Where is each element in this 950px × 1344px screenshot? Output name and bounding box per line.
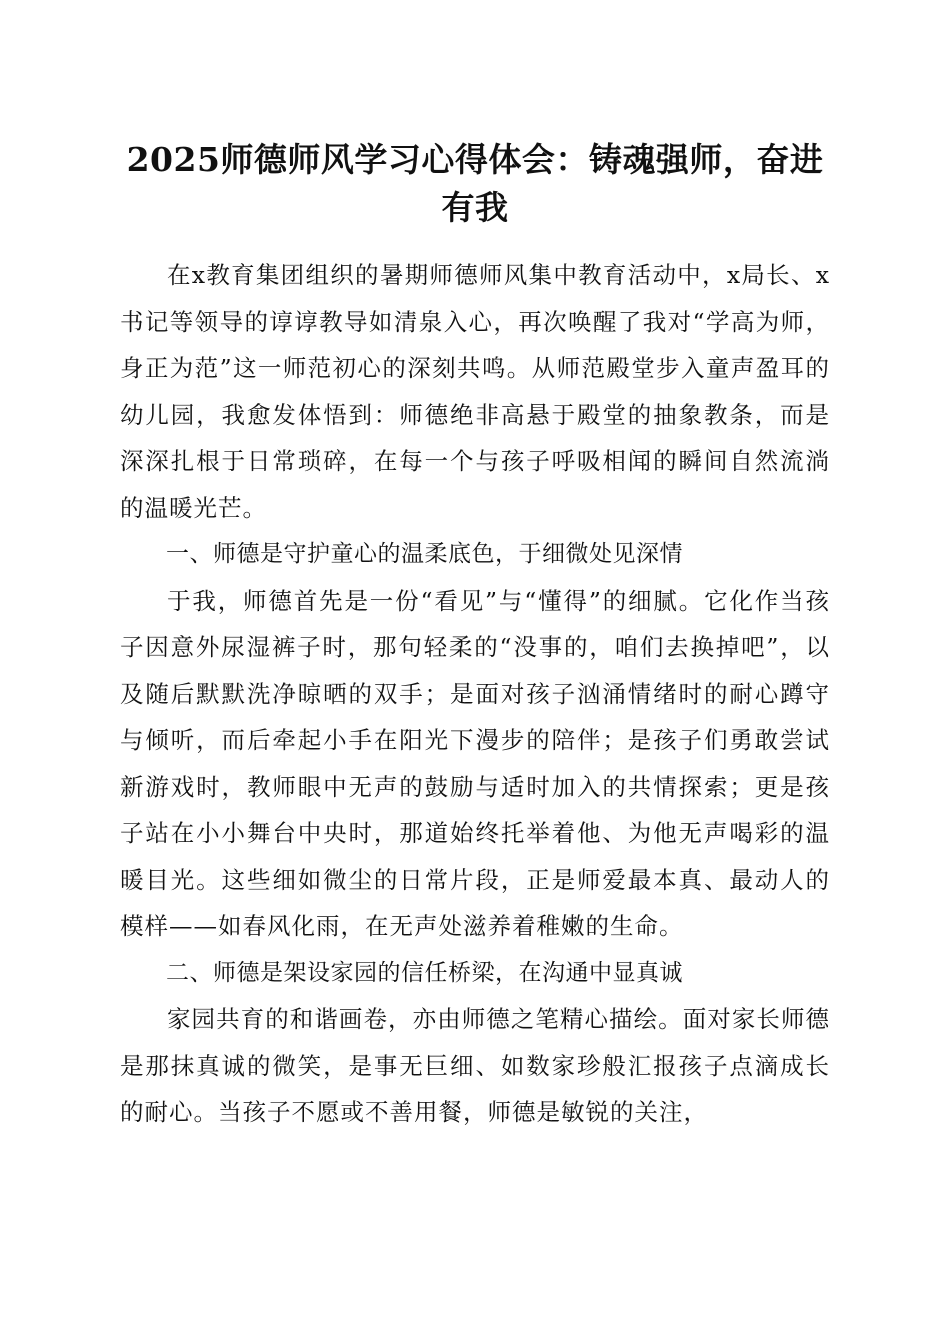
section-heading-2: 二、师德是架设家园的信任桥梁，在沟通中显真诚 [166, 959, 683, 986]
document-body [120, 252, 830, 1136]
document-title: 2025师德师风学习心得体会：铸魂强师，奋进有我 [126, 140, 824, 227]
intro-paragraph: 在x教育集团组织的暑期师德师风集中教育活动中，x局长、x书记等领导的谆谆教导如清泉入心，再次唤醒了我对“学高为师，身正为范”这一师范初心的深刻共鸣。从师范殿堂步入童声盈耳的幼儿园，我愈发体悟到：师德绝非高悬于殿堂的抽象教条，而是深深扎根于日常琐碎，在每一个与孩子呼吸相闻的瞬间自然流淌的温暖光芒。 [120, 261, 830, 522]
section-1-paragraph: 于我，师德首先是一份“看见”与“懂得”的细腻。它化作当孩子因意外尿湿裤子时，那句轻柔的“没事的，咱们去换掉吧”，以及随后默默洗净晾晒的双手；是面对孩子汹涌情绪时的耐心蹲守与倾听，而后牵起小手在阳光下漫步的陪伴；是孩子们勇敢尝试新游戏时，教师眼中无声的鼓励与适时加入的共情探索；更是孩子站在小小舞台中央时，那道始终托举着他、为他无声喝彩的温暖目光。这些细如微尘的日常片段，正是师爱最本真、最动人的模样——如春风化雨，在无声处滋养着稚嫩的生命。 [120, 586, 830, 940]
section-heading-1: 一、师德是守护童心的温柔底色，于细微处见深情 [166, 541, 683, 567]
section-2-paragraph: 家园共育的和谐画卷，亦由师德之笔精心描绘。面对家长师德是那抹真诚的微笑，是事无巨细、如数家珍般汇报孩子点滴成长的耐心。当孩子不愿或不善用餐，师德是敏锐的关注， [120, 1005, 830, 1126]
